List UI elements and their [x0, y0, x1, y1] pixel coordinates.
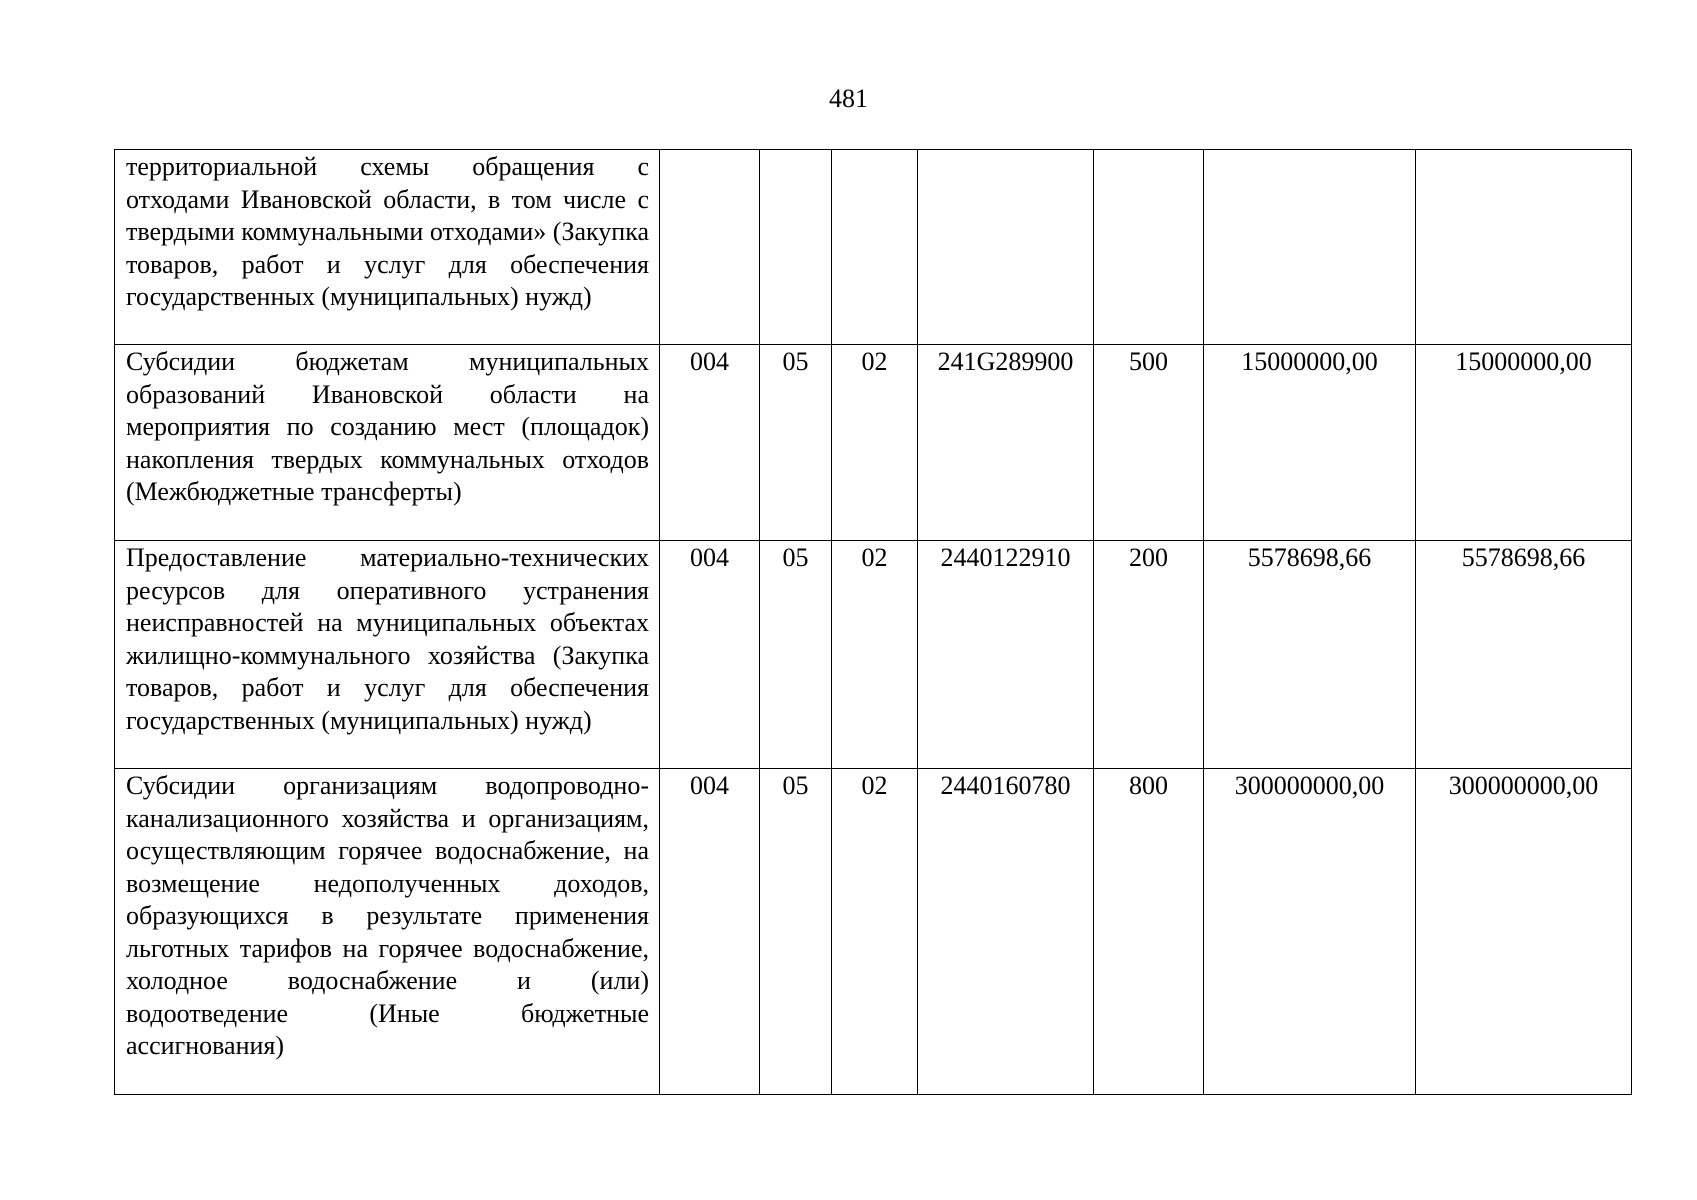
table-row [115, 541, 1632, 769]
row-description: Субсидии организациям водопроводно-канализационного хозяйства и организациям, осуществляющим горячее водоснабжение, на возмещение недополученных доходов, образующихся в результате применения льготных тарифов на горячее водоснабжение, холодное водоснабжение и (или) водоотведение (Иные бюджетные ассигнования) [115, 769, 660, 1095]
section-code: 05 [760, 769, 832, 1095]
amount-cell: 5578698,66 [1204, 541, 1416, 769]
table-row [115, 769, 1632, 1095]
section-code: 05 [760, 541, 832, 769]
subsection-code: 02 [832, 345, 918, 541]
subsection-code [832, 150, 918, 345]
section-code [760, 150, 832, 345]
expense-type-code [1094, 150, 1204, 345]
table-row [115, 150, 1632, 345]
budget-table [114, 149, 1632, 1095]
ministry-code: 004 [660, 345, 760, 541]
expense-type-code: 200 [1094, 541, 1204, 769]
amount-cell [1204, 150, 1416, 345]
amount-cell [1416, 150, 1632, 345]
target-item-code [918, 150, 1094, 345]
ministry-code: 004 [660, 769, 760, 1095]
target-item-code: 241G289900 [918, 345, 1094, 541]
target-item-code: 2440122910 [918, 541, 1094, 769]
amount-cell: 300000000,00 [1204, 769, 1416, 1095]
row-description: территориальной схемы обращения с отходами Ивановской области, в том числе с твердыми коммунальными отходами» (Закупка товаров, работ и услуг для обеспечения государственных (муниципальных) нужд) [115, 150, 660, 345]
amount-cell: 15000000,00 [1204, 345, 1416, 541]
amount-cell: 5578698,66 [1416, 541, 1632, 769]
row-description: Субсидии бюджетам муниципальных образований Ивановской области на мероприятия по созданию мест (площадок) накопления твердых коммунальных отходов (Межбюджетные трансферты) [115, 345, 660, 541]
amount-cell: 300000000,00 [1416, 769, 1632, 1095]
amount-cell: 15000000,00 [1416, 345, 1632, 541]
ministry-code: 004 [660, 541, 760, 769]
subsection-code: 02 [832, 541, 918, 769]
expense-type-code: 800 [1094, 769, 1204, 1095]
expense-type-code: 500 [1094, 345, 1204, 541]
subsection-code: 02 [832, 769, 918, 1095]
table-row [115, 345, 1632, 541]
row-description: Предоставление материально-технических ресурсов для оперативного устранения неисправностей на муниципальных объектах жилищно-коммунального хозяйства (Закупка товаров, работ и услуг для обеспечения государственных (муниципальных) нужд) [115, 541, 660, 769]
ministry-code [660, 150, 760, 345]
page-number: 481 [829, 84, 868, 113]
section-code: 05 [760, 345, 832, 541]
target-item-code: 2440160780 [918, 769, 1094, 1095]
